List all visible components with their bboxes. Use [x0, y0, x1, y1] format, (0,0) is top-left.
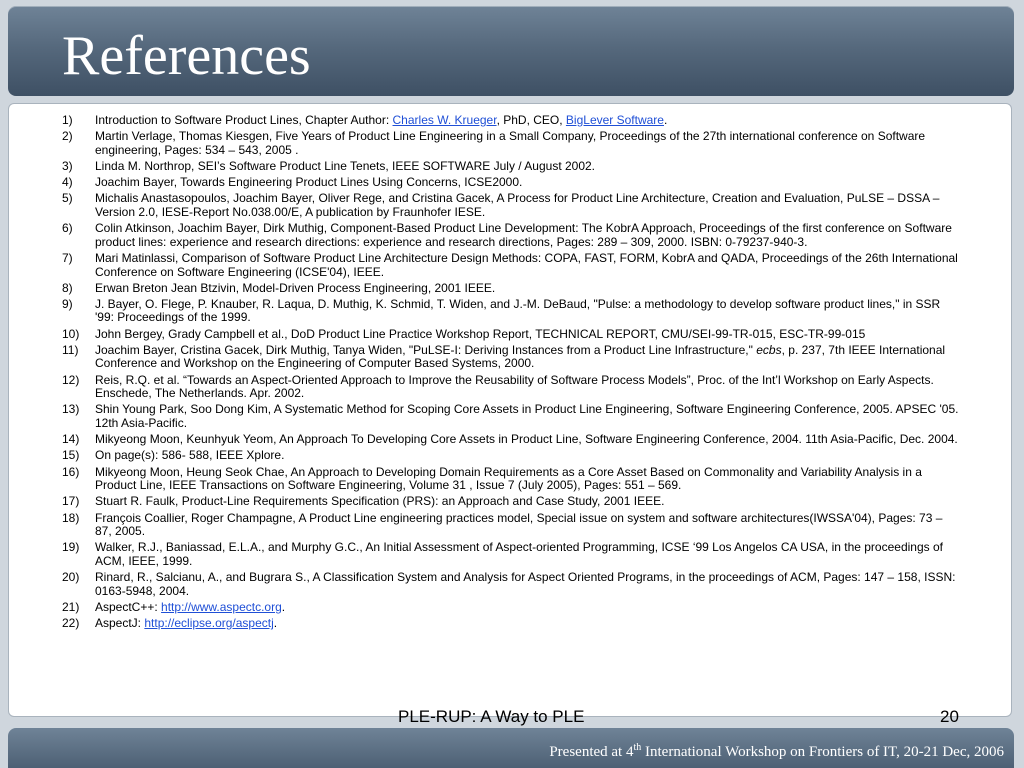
reference-number: 5) — [62, 191, 73, 206]
reference-item — [62, 449, 962, 463]
reference-number: 3) — [62, 158, 73, 173]
reference-number: 22) — [62, 616, 80, 631]
reference-number: 6) — [62, 221, 73, 236]
reference-item — [62, 130, 962, 157]
reference-text: J. Bayer, O. Flege, P. Knauber, R. Laqua, D. Muthig, K. Schmid, T. Widen, and J.-M. DeBaud, "Pulse: a methodology to develop software product lines," in SSR '99: Proceedings of the 1999. — [95, 296, 941, 325]
reference-text: . — [663, 113, 668, 127]
reference-text: Colin Atkinson, Joachim Bayer, Dirk Muthig, Component-Based Product Line Development: The KobrA Approach, Proceedings of the first conference on Software product lines: experience and research directions: experience and research directions, Pages: 289 – 309, 2000. ISBN: 0-79237-940-3. — [95, 221, 952, 249]
reference-item — [62, 466, 962, 493]
reference-text: Mari Matinlassi, Comparison of Software Product Line Architecture Design Methods: COPA, FAST, FORM, KobrA and QADA, Proceedings of the 26th International Conference on Software Engineering (ICSE'04), IEEE. — [95, 250, 958, 279]
reference-text: Martin Verlage, Thomas Kiesgen, Five Years of Product Line Engineering in a Small Company, Proceedings of the 27th international conference on Software engineering, Pages: 534 – 543, 2005 . — [95, 129, 926, 157]
footer-text-before: Presented at 4 — [549, 744, 634, 760]
reference-item — [62, 403, 962, 430]
reference-text: François Coallier, Roger Champagne, A Product Line engineering practices model, Special issue on system and software architectures(IWSSA'04), Pages: 73 – 87, 2005. — [95, 510, 943, 539]
reference-text: Stuart R. Faulk, Product-Line Requirements Specification (PRS): an Approach and Case Study, 2001 IEEE. — [95, 494, 665, 509]
reference-text: Linda M. Northrop, SEI’s Software Product Line Tenets, IEEE SOFTWARE July / August 2002. — [95, 158, 596, 173]
reference-item — [62, 328, 962, 342]
reference-text: Shin Young Park, Soo Dong Kim, A Systematic Method for Scoping Core Assets in Product Line Engineering, Software Engineering Conference, 2005. APSEC '05. 12th Asia-Pacific. — [95, 402, 959, 430]
reference-item — [62, 617, 962, 631]
reference-link[interactable]: BigLever Software — [565, 113, 664, 127]
reference-item — [62, 571, 962, 598]
reference-text: Mikyeong Moon, Heung Seok Chae, An Approach to Developing Domain Requirements as a Core Asset Based on Commonality and Variability Analysis in a Product Line, IEEE Transactions on Software Engineering, Volume 31 , Issue 7 (July 2005), Pages: 551 – 569. — [95, 464, 922, 493]
reference-item — [62, 176, 962, 190]
reference-text: AspectJ: — [95, 616, 145, 631]
reference-number: 7) — [62, 250, 73, 265]
reference-number: 10) — [62, 326, 80, 341]
reference-item — [62, 495, 962, 509]
reference-text: On page(s): 586- 588, IEEE Xplore. — [95, 448, 285, 463]
reference-number: 18) — [62, 510, 80, 525]
reference-number: 9) — [62, 296, 73, 311]
reference-number: 15) — [62, 448, 80, 463]
reference-number: 14) — [62, 432, 80, 447]
reference-link[interactable]: Charles W. Krueger — [392, 113, 497, 127]
reference-text: , PhD, CEO, — [496, 113, 566, 127]
reference-number: 21) — [62, 599, 80, 614]
reference-number: 4) — [62, 175, 73, 190]
reference-text: Introduction to Software Product Lines, Chapter Author: — [95, 113, 393, 127]
reference-item — [62, 512, 962, 539]
reference-text: . — [281, 599, 286, 614]
reference-text: Joachim Bayer, Cristina Gacek, Dirk Muthig, Tanya Widen, "PuLSE-I: Deriving Instances from a Product Line Infrastructure," — [95, 342, 757, 357]
reference-number: 2) — [62, 129, 73, 144]
reference-number: 17) — [62, 494, 80, 509]
footer-text-after: International Workshop on Frontiers of IT, 20-21 Dec, 2006 — [641, 744, 1004, 760]
reference-text: Rinard, R., Salcianu, A., and Bugrara S., A Classification System and Analysis for Aspect Oriented Programs, in the proceedings of ACM, Pages: 147 – 158, ISSN: 0163-5948, 2004. — [95, 570, 956, 598]
reference-text: Reis, R.Q. et al. “Towards an Aspect-Oriented Approach to Improve the Reusability of Software Process Models”, Proc. of the Int’l Workshop on Early Aspects. Enschede, The Netherlands. Apr. 2002. — [95, 372, 934, 401]
reference-number: 11) — [62, 342, 79, 357]
reference-link[interactable]: http://eclipse.org/aspectj — [144, 616, 274, 631]
reference-number: 16) — [62, 464, 80, 479]
reference-link[interactable]: http://www.aspectc.org — [161, 599, 282, 614]
reference-item — [62, 222, 962, 249]
reference-item — [62, 541, 962, 568]
reference-text: Mikyeong Moon, Keunhyuk Yeom, An Approach To Developing Core Assets in Product Line, Software Engineering Conference, 2004. 11th Asia-Pacific, Dec. 2004. — [95, 432, 958, 447]
reference-item — [62, 433, 962, 447]
reference-text-italic: ecbs — [756, 342, 782, 357]
reference-item — [62, 160, 962, 174]
reference-number: 12) — [62, 372, 80, 387]
reference-item — [62, 282, 962, 296]
reference-number: 8) — [62, 280, 73, 295]
reference-item — [62, 344, 962, 371]
reference-text: Joachim Bayer, Towards Engineering Product Lines Using Concerns, ICSE2000. — [95, 175, 523, 190]
reference-item — [62, 192, 962, 219]
reference-list — [62, 114, 962, 633]
reference-number: 19) — [62, 540, 80, 555]
reference-text: Erwan Breton Jean Btzivin, Model-Driven Process Engineering, 2001 IEEE. — [95, 280, 496, 295]
reference-text: John Bergey, Grady Campbell et al., DoD Product Line Practice Workshop Report, TECHNICAL REPORT, CMU/SEI-99-TR-015, ESC-TR-99-015 — [95, 326, 866, 341]
reference-item — [62, 114, 962, 128]
reference-number: 13) — [62, 402, 80, 417]
reference-item — [62, 298, 962, 325]
reference-text: . — [273, 616, 278, 631]
reference-item — [62, 374, 962, 401]
reference-number: 1) — [62, 113, 73, 127]
slide-caption: PLE-RUP: A Way to PLE — [398, 707, 585, 726]
slide-number: 20 — [940, 707, 959, 726]
slide-title: References — [62, 25, 311, 87]
footer-text-sup: th — [633, 742, 642, 753]
footer-text — [549, 742, 1004, 761]
reference-text: Walker, R.J., Baniassad, E.L.A., and Murphy G.C., An Initial Assessment of Aspect-oriented Programming, ICSE ‘99 Los Angelos CA USA, in the proceedings of ACM, IEEE, 1999. — [95, 540, 943, 568]
reference-text: Michalis Anastasopoulos, Joachim Bayer, Oliver Rege, and Cristina Gacek, A Process for Product Line Architecture, Creation and Evaluation, PuLSE – DSSA – Version 2.0, IESE-Report No.038.00/E, A publication by Fraunhofer IESE. — [95, 191, 940, 219]
reference-text: , p. 237, 7th IEEE International Conference and Workshop on the Engineering of Computer Based Systems, 2000. — [95, 342, 946, 371]
reference-item — [62, 601, 962, 615]
reference-text: AspectC++: — [95, 599, 162, 614]
reference-item — [62, 252, 962, 279]
reference-number: 20) — [62, 570, 80, 585]
